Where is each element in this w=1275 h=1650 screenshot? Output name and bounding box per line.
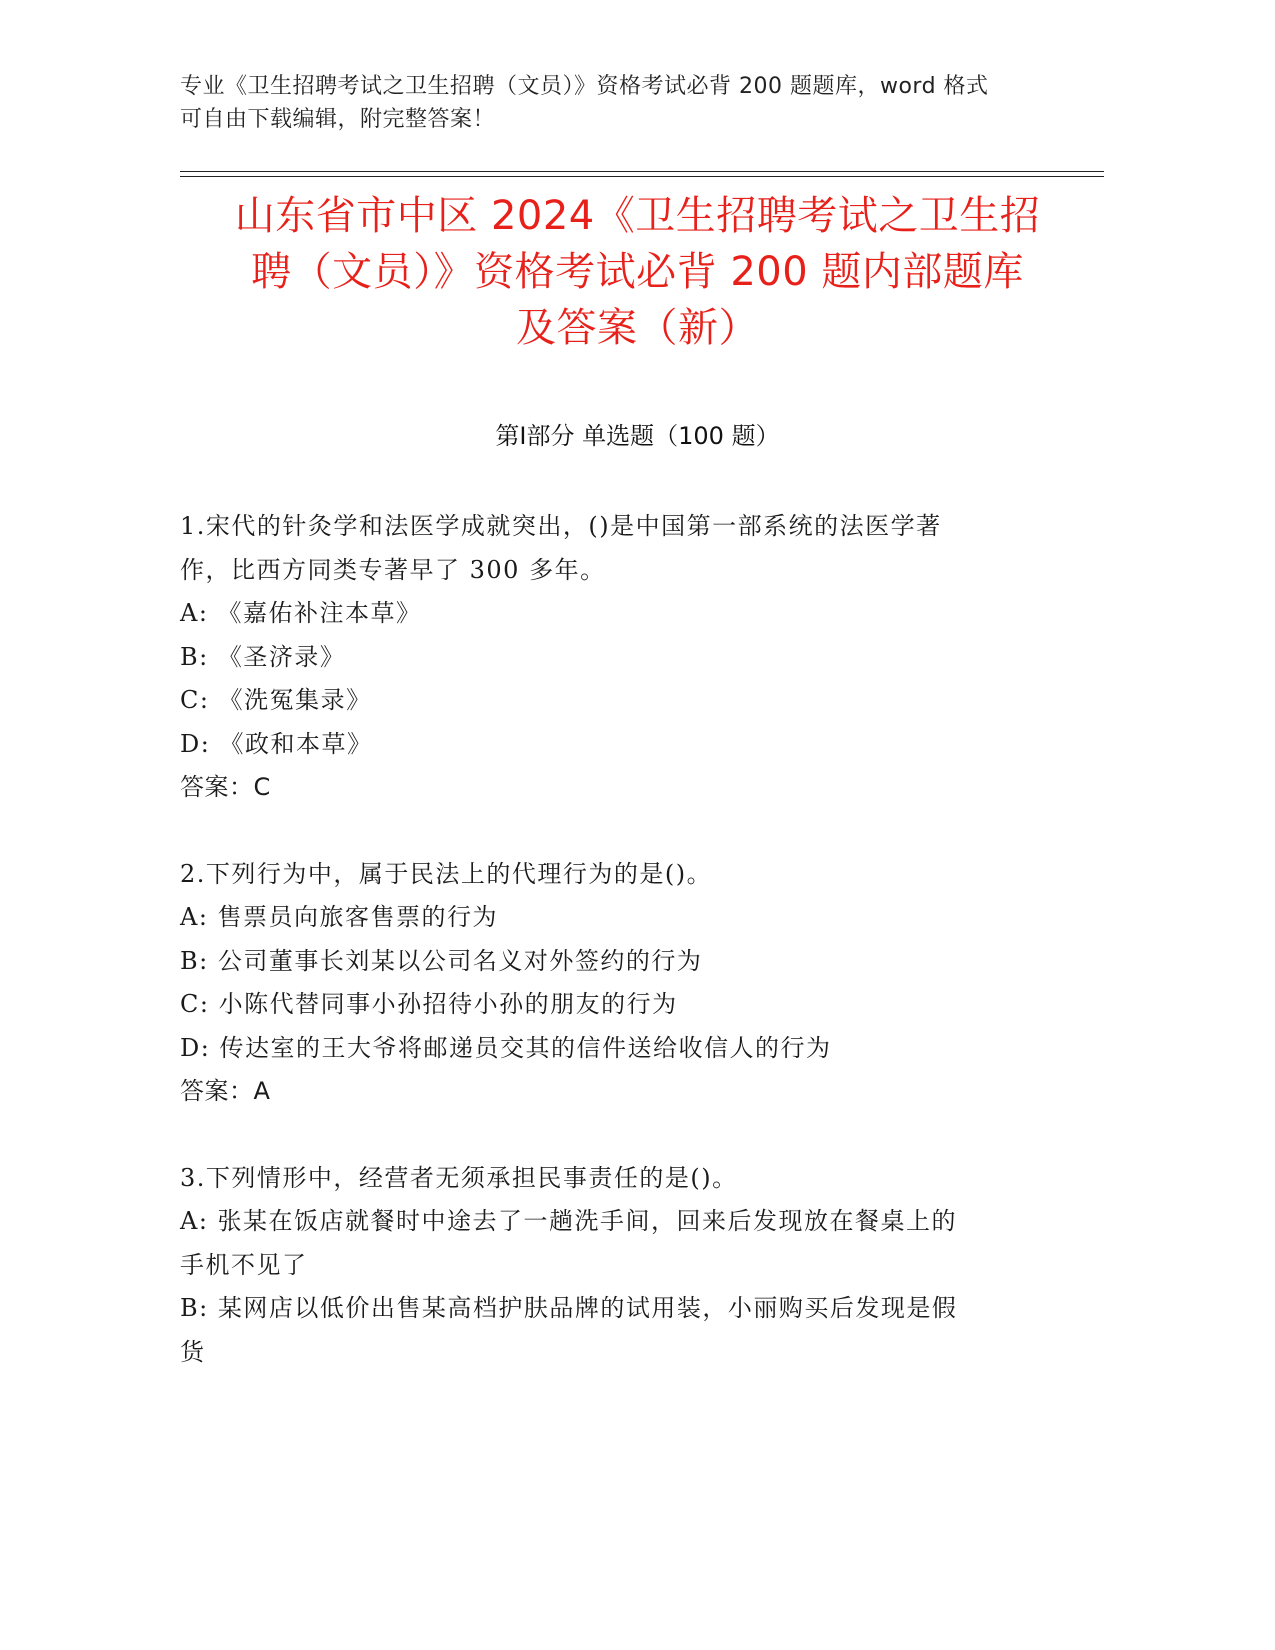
answer-line: 答案：C — [180, 773, 271, 801]
document-header — [180, 70, 1050, 136]
answer-line: 答案：A — [180, 1077, 271, 1105]
document-title — [160, 188, 1115, 356]
question-item — [180, 1157, 1050, 1375]
question-item — [180, 505, 1050, 810]
question-stem: 3.下列情形中，经营者无须承担民事责任的是()。 — [180, 1163, 738, 1192]
option-b: B: 某网店以低价出售某高档护肤品牌的试用装，小丽购买后发现是假 — [180, 1294, 958, 1322]
question-stem: 作，比西方同类专著早了 300 多年。 — [180, 555, 606, 584]
option-c: C: 《洗冤集录》 — [180, 686, 372, 714]
header-line: 可自由下载编辑，附完整答案！ — [180, 107, 496, 132]
header-divider — [180, 171, 1104, 172]
option-c: C: 小陈代替同事小孙招待小孙的朋友的行为 — [180, 990, 678, 1018]
option-a: A: 售票员向旅客售票的行为 — [180, 903, 499, 931]
question-stem: 1.宋代的针灸学和法医学成就突出，()是中国第一部系统的法医学著 — [180, 512, 942, 540]
option-b: B: 《圣济录》 — [180, 642, 346, 671]
option-b: 货 — [180, 1337, 206, 1366]
title-line: 山东省市中区 2024《卫生招聘考试之卫生招 — [234, 193, 1041, 239]
question-stem: 2.下列行为中，属于民法上的代理行为的是()。 — [180, 859, 713, 888]
option-d: D: 传达室的王大爷将邮递员交其的信件送给收信人的行为 — [180, 1033, 832, 1062]
header-line: 专业《卫生招聘考试之卫生招聘（文员）》资格考试必背 200 题题库，word 格式 — [180, 74, 989, 99]
header-divider — [180, 176, 1104, 177]
option-a: A: 张某在饭店就餐时中途去了一趟洗手间，回来后发现放在餐桌上的 — [180, 1207, 958, 1235]
question-item — [180, 853, 1050, 1114]
question-list — [180, 505, 1050, 1417]
option-a: A: 《嘉佑补注本草》 — [180, 599, 422, 627]
section-heading: 第Ⅰ部分 单选题（100 题） — [495, 422, 780, 450]
title-line: 聘（文员）》资格考试必背 200 题内部题库 — [251, 249, 1024, 295]
title-line: 及答案（新） — [516, 305, 759, 351]
option-a: 手机不见了 — [180, 1250, 308, 1279]
option-b: B: 公司董事长刘某以公司名义对外签约的行为 — [180, 946, 703, 975]
option-d: D: 《政和本草》 — [180, 729, 373, 758]
